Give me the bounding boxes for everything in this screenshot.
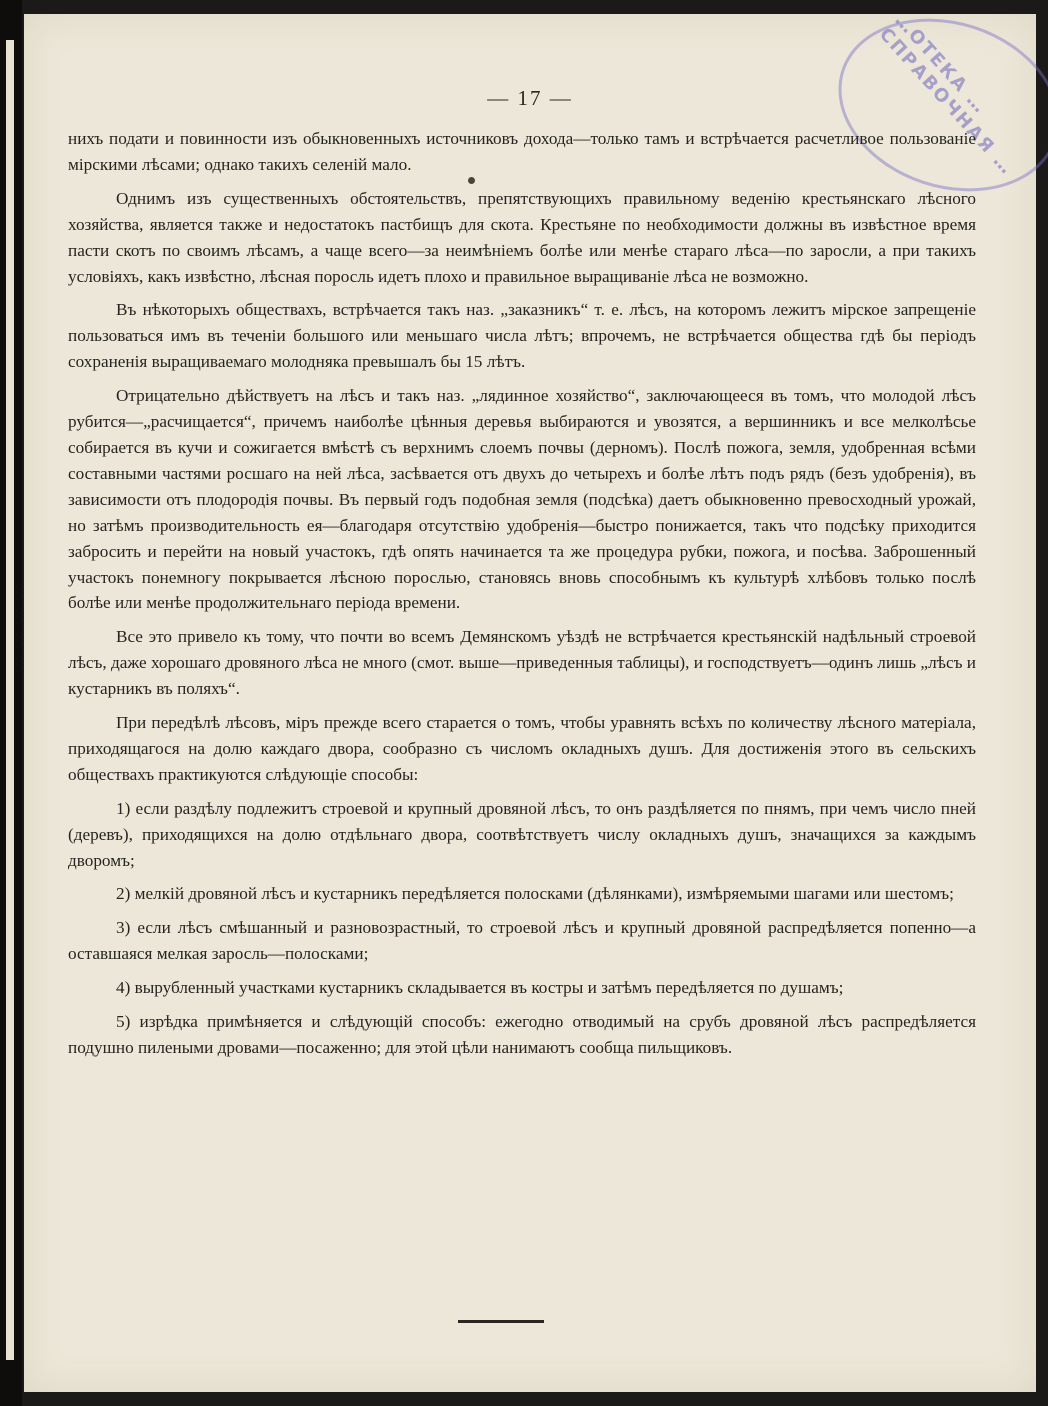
- paragraph-consequence: Все это привело къ тому, что почти во всемъ Демянскомъ уѣздѣ не встрѣчается крестьянскій надѣльный строевой лѣсъ, даже хорошаго дровяного лѣса не много (смот. выше—приведенныя таблицы), и господствуетъ—одинъ лишь „лѣсъ и кустарникъ въ поляхъ“.: [68, 627, 976, 699]
- list-item-4: 4) вырубленный участками кустарникъ складывается въ костры и затѣмъ передѣляется по душамъ;: [116, 978, 844, 998]
- previous-page-edge: [6, 40, 14, 1360]
- stamp-text: …ОТЕКА … СПРАВОЧНАЯ …: [874, 9, 1018, 180]
- paragraph-continued: нихъ подати и повинности изъ обыкновенныхъ источниковъ дохода—только тамъ и встрѣчается расчетливое пользованіе мірскими лѣсами; однако такихъ селеній мало.: [68, 129, 976, 174]
- document-page: [24, 9, 1036, 1392]
- list-item-2: 2) мелкій дровяной лѣсъ и кустарникъ передѣляется полосками (дѣлянками), измѣряемыми шагами или шестомъ;: [116, 884, 954, 904]
- paragraph-pastures: Однимъ изъ существенныхъ обстоятельствъ, препятствующихъ правильному веденію крестьянскаго лѣсного хозяйства, является также и недостатокъ пастбищъ для скота. Крестьяне по необходимости должны въ извѣстное время пасти скотъ по своимъ лѣсамъ, а чаще всего—за неимѣніемъ болѣе или менѣе стараго лѣса—по заросли, а при такихъ условіяхъ, какъ извѣстно, лѣсная поросль идетъ плохо и правильное выращиваніе лѣса не возможно.: [68, 188, 976, 286]
- list-item-5: 5) изрѣдка примѣняется и слѣдующій способъ: ежегодно отводимый на срубъ дровяной лѣсъ распредѣляется подушно пилеными дровами—посаженно; для этой цѣли нанимаютъ сообща пильщиковъ.: [68, 1012, 976, 1057]
- paragraph-zakaznik: Въ нѣкоторыхъ обществахъ, встрѣчается такъ наз. „заказникъ“ т. е. лѣсъ, на которомъ лежитъ мірское запрещеніе пользоваться имъ въ теченіи большого или меньшаго числа лѣтъ; впрочемъ, не встрѣчается общества гдѣ бы періодъ сохраненія выращиваемаго молодняка превышалъ бы 15 лѣтъ.: [68, 300, 976, 372]
- binding-ornament-icon: § § § §: [14, 580, 24, 672]
- body-text: [68, 126, 976, 1069]
- list-item-3: 3) если лѣсъ смѣшанный и разновозрастный, то строевой лѣсъ и крупный дровяной распредѣляется попенно—а оставшаяся мелкая заросль—полосками;: [68, 918, 976, 964]
- closing-rule: [458, 1320, 544, 1323]
- paragraph-redistribution: При передѣлѣ лѣсовъ, міръ прежде всего старается о томъ, чтобы уравнять всѣхъ по количеству лѣсного матеріала, приходящагося на долю каждаго двора, сообразно съ числомъ окладныхъ душъ. Для достиженія этого въ сельскихъ обществахъ практикуются слѣдующіе способы:: [68, 713, 976, 784]
- list-item-1: 1) если раздѣлу подлежитъ строевой и крупный дровяной лѣсъ, то онъ раздѣляется по пнямъ, при чемъ число пней (деревъ), приходящихся на долю отдѣльнаго двора, соотвѣтствуетъ числу окладныхъ душъ, значащихся за каждымъ дворомъ;: [68, 798, 976, 870]
- paragraph-lyadina: Отрицательно дѣйствуетъ на лѣсъ и такъ наз. „лядинное хозяйство“, заключающееся въ томъ, что молодой лѣсъ рубится—„расчищается“, причемъ наиболѣе цѣнныя деревья выбираются и увозятся, а вершинникъ и все мелколѣсье собирается въ кучи и сожигается вмѣстѣ съ верхнимъ слоемъ почвы (дерномъ). Послѣ пожога, земля, удобренная всѣми составными частями росшаго на ней лѣса, засѣвается отъ двухъ до четырехъ и болѣе лѣтъ подъ рядъ (безъ удобренія), въ зависимости отъ плодородія почвы. Въ первый годъ подобная земля (подсѣка) даетъ обыкновенно превосходный урожай, но затѣмъ производительность ея—благодаря отсутствію удобренія—быстро понижается, такъ что подсѣку приходится забросить и перейти на новый участокъ, гдѣ опять начинается та же процедура рубки, пожога, и посѣва. Заброшенный участокъ понемногу покрывается лѣсною порослью, становясь вновь способнымъ къ культурѣ хлѣбовъ только послѣ болѣе или менѣе продолжительнаго періода времени.: [68, 386, 976, 613]
- page-number: — 17 —: [487, 86, 573, 110]
